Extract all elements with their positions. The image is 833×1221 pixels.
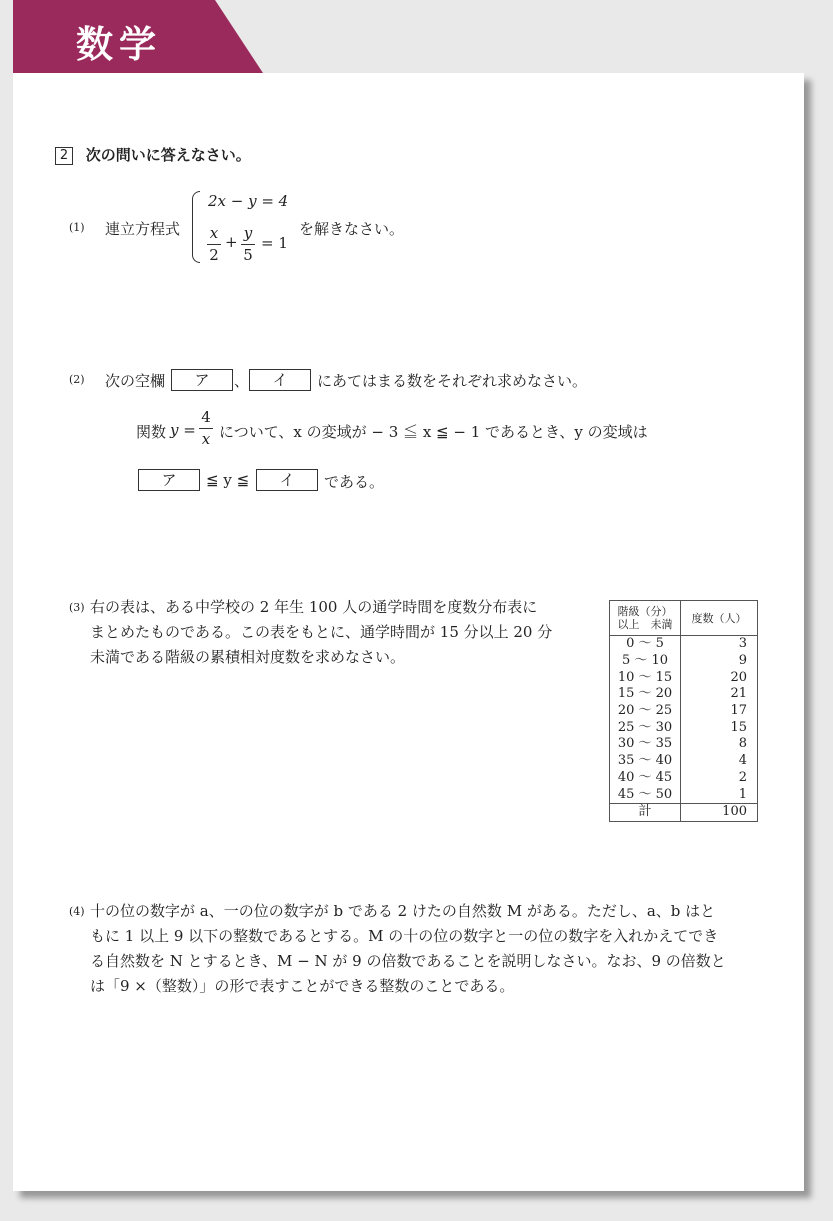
- blank-i-box[interactable]: イ: [249, 369, 311, 391]
- range-cell: 45 ～ 50: [610, 786, 681, 803]
- table-row: [610, 669, 758, 686]
- q2-lead: 次の空欄: [105, 372, 166, 390]
- eq2-x-numerator: x: [209, 224, 219, 242]
- class-header-line-2: 以上 未満: [617, 618, 673, 631]
- total-value: 100: [681, 803, 758, 821]
- range-cell: 10 ～ 15: [610, 669, 681, 686]
- range-cell: 30 ～ 35: [610, 736, 681, 753]
- table-row: [610, 653, 758, 670]
- table-row: [610, 770, 758, 787]
- question-number: 2: [55, 147, 73, 165]
- range-mid: ≦ y ≦: [206, 471, 250, 489]
- question-instruction: 次の問いに答えなさい。: [85, 146, 251, 164]
- table-row: [610, 686, 758, 703]
- table-header-row: [610, 601, 758, 636]
- class-header-line-1: 階級（分）: [617, 605, 673, 618]
- func-prefix: 関数: [136, 423, 167, 441]
- q4-line-4: は「9 ×（整数）」の形で表すことができる整数のことである。: [90, 977, 515, 995]
- eq2-y-denominator: 5: [243, 246, 253, 264]
- q2-lead-end: にあてはまる数をそれぞれ求めなさい。: [317, 372, 588, 390]
- total-label: 計: [610, 803, 681, 821]
- freq-cell: 4: [681, 753, 758, 770]
- table-row: [610, 786, 758, 803]
- q1-equation-1: 2x − y = 4: [208, 192, 289, 210]
- freq-cell: 8: [681, 736, 758, 753]
- eq2-y-fraction-bar: [241, 244, 255, 245]
- q4-line-1: 十の位の数字が a、一の位の数字が b である 2 けたの自然数 M がある。ただし、a、b はと: [90, 902, 716, 920]
- blank-a-box[interactable]: ア: [171, 369, 233, 391]
- range-cell: 25 ～ 30: [610, 719, 681, 736]
- eq2-y-numerator: y: [243, 224, 253, 242]
- freq-cell: 3: [681, 636, 758, 653]
- freq-cell: 2: [681, 770, 758, 787]
- eq2-plus: +: [225, 233, 238, 251]
- q1-outro: を解きなさい。: [299, 220, 405, 238]
- eq2-x-fraction-bar: [207, 244, 221, 245]
- range-cell: 40 ～ 45: [610, 770, 681, 787]
- q3-line-1: 右の表は、ある中学校の 2 年生 100 人の通学時間を度数分布表に: [90, 598, 538, 616]
- func-numerator: 4: [201, 408, 211, 426]
- q4-text: [90, 899, 726, 999]
- table-row: [610, 636, 758, 653]
- func-fraction-bar: [199, 428, 213, 429]
- q3-line-3: 未満である階級の累積相対度数を求めなさい。: [90, 648, 406, 666]
- freq-cell: 1: [681, 786, 758, 803]
- func-denominator: x: [201, 430, 211, 448]
- range-blank-a[interactable]: ア: [138, 469, 200, 491]
- freq-cell: 17: [681, 703, 758, 720]
- range-end: である。: [324, 473, 385, 491]
- freq-cell: 9: [681, 653, 758, 670]
- func-y: y =: [170, 421, 196, 439]
- freq-cell: 21: [681, 686, 758, 703]
- q2-label: (2): [69, 373, 85, 386]
- q4-line-2: もに 1 以上 9 以下の整数であるとする。M の十の位の数字と一の位の数字を入れかえてでき: [90, 927, 719, 945]
- range-cell: 20 ～ 25: [610, 703, 681, 720]
- func-text: について、x の変域が − 3 ≦ x ≦ − 1 であるとき、y の変域は: [219, 423, 648, 441]
- table-row: [610, 753, 758, 770]
- subject-title: 数学: [76, 23, 162, 66]
- q4-label: (4): [69, 905, 85, 918]
- table-total-row: [610, 803, 758, 821]
- q3-text: [90, 595, 552, 670]
- range-cell: 35 ～ 40: [610, 753, 681, 770]
- table-row: [610, 703, 758, 720]
- q1-label: (1): [69, 221, 85, 234]
- q3-line-2: まとめたものである。この表をもとに、通学時間が 15 分以上 20 分: [90, 623, 553, 641]
- range-cell: 5 ～ 10: [610, 653, 681, 670]
- question-header: [55, 144, 251, 165]
- system-brace: [192, 191, 200, 263]
- eq2-rhs: = 1: [261, 234, 288, 252]
- range-blank-i[interactable]: イ: [256, 469, 318, 491]
- q3-label: (3): [69, 601, 85, 614]
- eq2-x-denominator: 2: [209, 246, 219, 264]
- q2-comma: 、: [234, 372, 250, 390]
- range-cell: 0 ～ 5: [610, 636, 681, 653]
- table-row: [610, 719, 758, 736]
- q1-intro: 連立方程式: [105, 220, 181, 238]
- freq-header: 度数（人）: [681, 601, 758, 636]
- frequency-table: [609, 600, 758, 822]
- freq-cell: 15: [681, 719, 758, 736]
- q4-line-3: る自然数を N とするとき、M − N が 9 の倍数であることを説明しなさい。なお、9 の倍数と: [90, 952, 726, 970]
- freq-cell: 20: [681, 669, 758, 686]
- class-header: [610, 601, 681, 636]
- exam-page: [13, 73, 804, 1191]
- table-row: [610, 736, 758, 753]
- range-cell: 15 ～ 20: [610, 686, 681, 703]
